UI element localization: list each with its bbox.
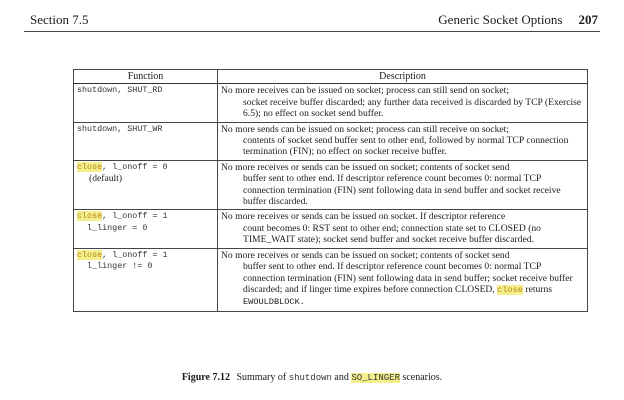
function-cell <box>74 122 218 160</box>
column-header-function: Function <box>74 70 218 84</box>
default-note <box>77 173 122 184</box>
page-number: 207 <box>578 12 598 27</box>
description-first-line: No more sends can be issued on socket; process can still receive on socket; <box>221 123 509 135</box>
default-label: (default) <box>89 173 123 185</box>
function-args: , l_onoff = 1 <box>102 249 168 260</box>
description-rest: contents of socket send buffer sent to other end, followed by normal TCP connection termination (FIN); no effect on socket receive buffer. <box>243 135 569 158</box>
description-cell <box>218 122 588 160</box>
description-cell <box>218 84 588 122</box>
caption-text-after: scenarios. <box>402 372 443 383</box>
description-cell <box>218 248 588 311</box>
function-name-highlighted: close <box>77 211 103 222</box>
description-cell <box>218 160 588 210</box>
function-cell <box>74 84 218 122</box>
caption-code-shutdown: shutdown <box>288 373 332 383</box>
function-args: , SHUT_RD <box>117 85 163 96</box>
description-first-line: No more receives can be issued on socket; process can still send on socket; <box>221 85 509 97</box>
function-name-highlighted: close <box>77 249 103 260</box>
section-label: Section 7.5 <box>30 12 89 27</box>
description-rest <box>221 261 584 309</box>
description-first-line: No more receives or sends can be issued on socket; contents of socket send <box>221 249 510 261</box>
function-args: , l_onoff = 1 <box>102 211 168 222</box>
column-header-description: Description <box>218 70 588 84</box>
function-name-highlighted: close <box>77 161 103 172</box>
caption-text-before: Summary of <box>236 372 287 383</box>
description-cell <box>218 210 588 248</box>
function-name: shutdown <box>77 123 118 134</box>
table-row <box>74 122 588 160</box>
close-keyword-highlighted: close <box>497 284 523 295</box>
function-args-line2: l_linger != 0 <box>77 261 153 272</box>
caption-code-so-linger: SO_LINGER <box>351 373 400 383</box>
chapter-title: Generic Socket Options <box>438 12 563 27</box>
description-rest: count becomes 0: RST sent to other end; connection state set to CLOSED (no TIME_WAIT state); socket send buffer and socket receive buffer discarded. <box>243 222 541 246</box>
function-cell <box>74 160 218 210</box>
shutdown-linger-table <box>73 69 588 312</box>
table-row <box>74 248 588 311</box>
function-args: , SHUT_WR <box>117 123 163 134</box>
header-right <box>438 12 598 28</box>
caption-text-mid: and <box>334 372 349 383</box>
description-first-line: No more receives or sends can be issued on socket. If descriptor reference <box>221 211 506 223</box>
figure-caption <box>0 372 624 383</box>
table-header-row <box>74 70 588 84</box>
figure-label: Figure 7.12 <box>181 372 230 383</box>
table-row <box>74 210 588 248</box>
function-name: shutdown <box>77 85 118 96</box>
table-row <box>74 84 588 122</box>
error-code: EWOULDBLOCK. <box>243 297 305 308</box>
description-tail: returns <box>525 283 553 295</box>
header-rule <box>24 31 600 32</box>
table-row <box>74 160 588 210</box>
function-cell <box>74 210 218 248</box>
function-args-line2: l_linger = 0 <box>77 222 148 233</box>
function-cell <box>74 248 218 311</box>
function-args: , l_onoff = 0 <box>102 161 168 172</box>
description-rest: socket receive buffer discarded; any further data received is discarded by TCP (Exercise 6.5); no effect on socket send buffer. <box>243 96 582 120</box>
description-first-line: No more receives or sends can be issued on socket; contents of socket send <box>221 161 510 173</box>
description-rest: buffer sent to other end. If descriptor reference count becomes 0: normal TCP connection termination (FIN) sent following data in send buffer and socket receive buffer discarded. <box>243 173 561 208</box>
description-rest-text: buffer sent to other end. If descriptor reference count becomes 0: normal TCP connection termination (FIN) sent following data in send buffer; socket receive buffer discarded; and if linger time expires before connection CLOSED, <box>243 261 573 295</box>
